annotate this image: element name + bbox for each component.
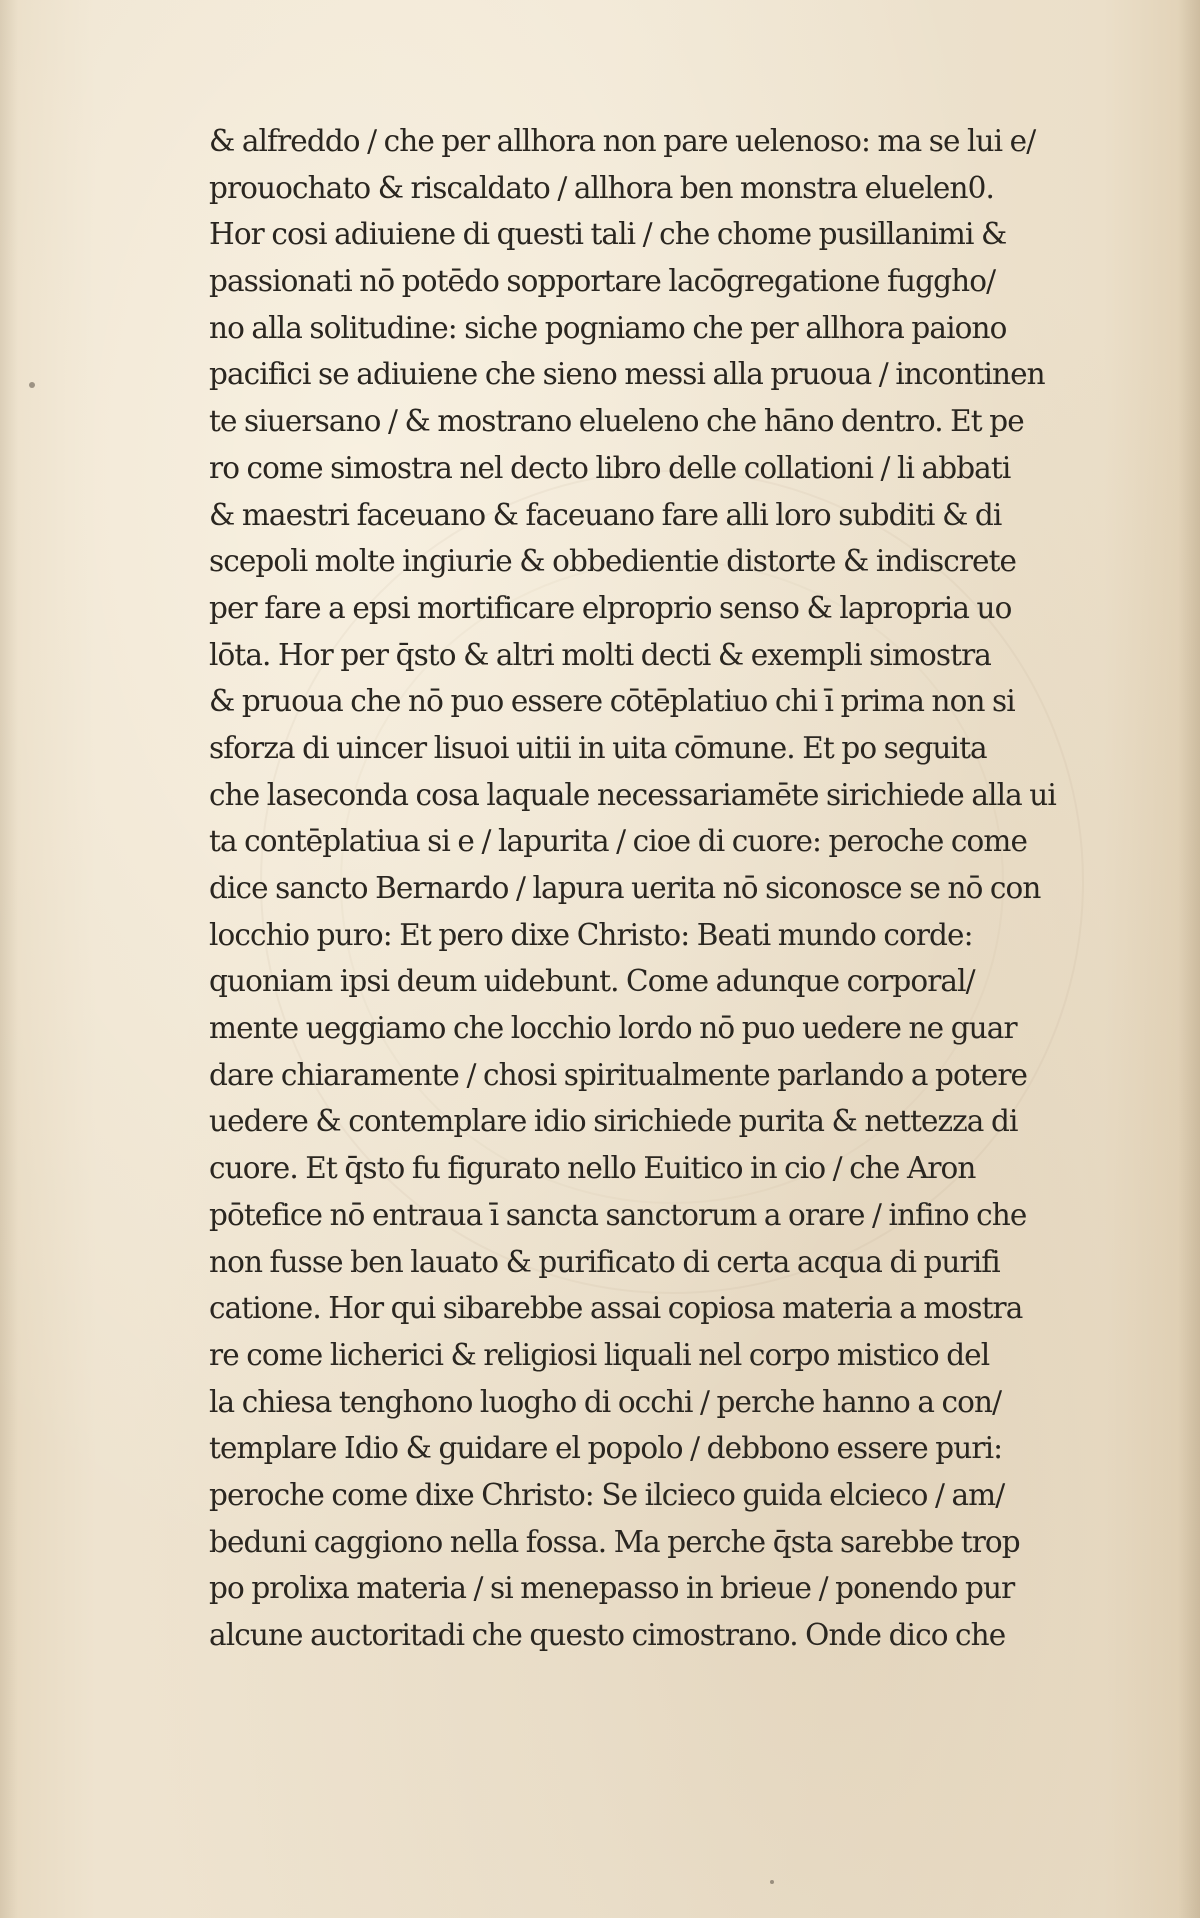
text-line: pōtefice nō entraua ī sancta sanctorum a orare / infino che (209, 1197, 1027, 1232)
text-line: po prolixa materia / si menepasso in brieue / ponendo pur (209, 1571, 1015, 1606)
page-left-edge-shadow (0, 0, 18, 1918)
text-line: passionati nō potēdo sopportare lacōgregatione fuggho/ (209, 264, 996, 299)
text-line: ta contēplatiua si e / lapurita / cioe di cuore: peroche come (209, 824, 1028, 859)
text-line: & alfreddo / che per allhora non pare uelenoso: ma se lui e/ (209, 124, 1036, 158)
text-line: alcune auctoritadi che questo cimostrano. Onde dico che (209, 1618, 1006, 1652)
text-line: dare chiaramente / chosi spiritualmente parlando a potere (209, 1057, 1028, 1092)
text-line: sforza di uincer lisuoi uitii in uita cōmune. Et po seguita (209, 730, 987, 765)
text-line: dice sancto Bernardo / lapura uerita nō siconosce se nō con (209, 871, 1041, 905)
text-line: non fusse ben lauato & purificato di certa acqua di purifi (209, 1244, 1000, 1279)
text-line: templare Idio & guidare el popolo / debbono essere puri: (209, 1431, 1003, 1466)
text-line: locchio puro: Et pero dixe Christo: Beati mundo corde: (209, 917, 973, 952)
text-line: Hor cosi adiuiene di questi tali / che chome pusillanimi & (209, 217, 1007, 252)
text-line: re come licherici & religiosi liquali nel corpo mistico del (209, 1337, 990, 1372)
page-right-edge-shadow (1178, 0, 1200, 1918)
text-line: uedere & contemplare idio sirichiede purita & nettezza di (209, 1104, 1018, 1139)
text-line: scepoli molte ingiurie & obbedientie distorte & indiscrete (209, 544, 1017, 579)
text-line: te siuersano / & mostrano elueleno che hāno dentro. Et pe (209, 404, 1024, 439)
text-line: prouochato & riscaldato / allhora ben monstra eluelen0. (209, 170, 994, 205)
text-line: no alla solitudine: siche pogniamo che per allhora paiono (209, 310, 1007, 345)
ink-spot-left-margin (29, 382, 35, 388)
text-line: peroche come dixe Christo: Se ilcieco guida elcieco / am/ (209, 1477, 1005, 1512)
text-line: lōta. Hor per q̄sto & altri molti decti & exempli simostra (209, 637, 991, 672)
ink-spot-bottom (770, 1880, 774, 1884)
text-line: cuore. Et q̄sto fu figurato nello Euitico in cio / che Aron (209, 1151, 976, 1186)
text-line: ro come simostra nel decto libro delle collationi / li abbati (209, 450, 1011, 485)
text-line: & maestri faceuano & faceuano fare alli loro subditi & di (209, 497, 1002, 532)
text-line: catione. Hor qui sibarebbe assai copiosa materia a mostra (209, 1291, 1023, 1326)
text-line: pacifici se adiuiene che sieno messi alla pruoua / incontinen (209, 357, 1045, 392)
text-line: la chiesa tenghono luogho di occhi / perche hanno a con/ (209, 1384, 1002, 1419)
text-line: beduni caggiono nella fossa. Ma perche q̄sta sarebbe trop (209, 1524, 1020, 1559)
printed-text-block (209, 118, 1089, 1659)
text-line: & pruoua che nō puo essere cōtēplatiuo chi ī prima non si (209, 684, 1015, 719)
text-line: che laseconda cosa laquale necessariamēte sirichiede alla ui (209, 777, 1056, 812)
text-line: quoniam ipsi deum uidebunt. Come adunque corporal/ (209, 964, 975, 999)
text-line: mente ueggiamo che locchio lordo nō puo uedere ne guar (209, 1011, 1017, 1046)
text-line: per fare a epsi mortificare elproprio senso & lapropria uo (209, 590, 1012, 625)
